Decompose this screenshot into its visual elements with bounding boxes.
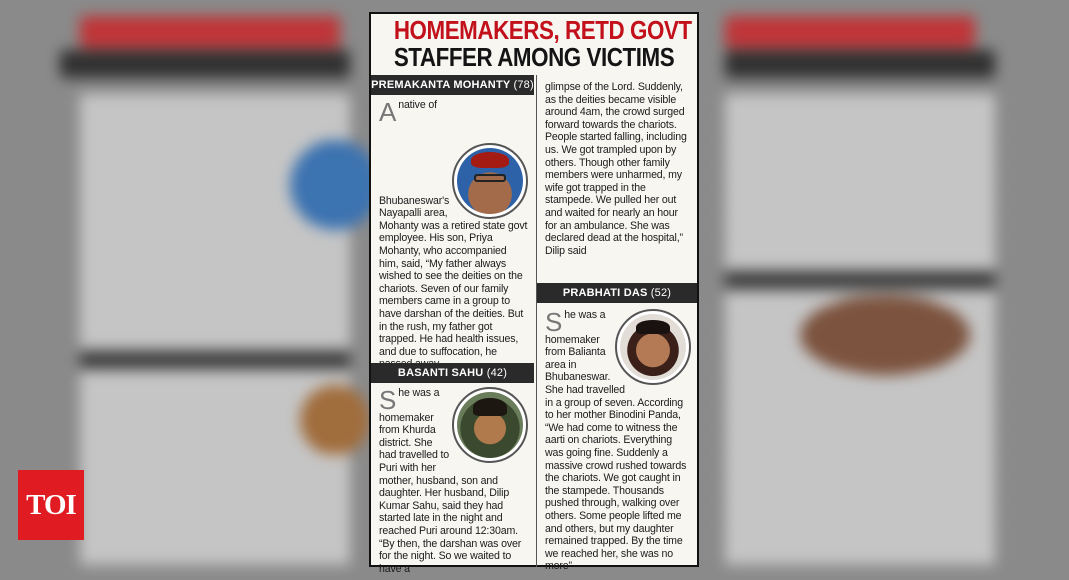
face-image xyxy=(620,314,686,380)
victim-name-bar xyxy=(537,283,697,303)
story-text: he was a homemaker from Balianta area in Bhubaneswar. She had travelled in a group of seven. According to her mother Binodini Panda, “We had come to witness the aarti on chariots. Everything was going fine. Suddenly a massive crowd rushed towards the chariots. We got caught in the stampede. Thousands pushed through, walking over others. Some people lifted me and others, but my daughter remained trapped. By the time we reached her, she was no more” xyxy=(545,309,687,573)
headline-line-2: STAFFER AMONG VICTIMS xyxy=(393,42,675,72)
victim-age: (42) xyxy=(486,367,508,379)
left-column xyxy=(371,75,534,575)
headline-line-1: HOMEMAKERS, RETD GOVT xyxy=(393,15,692,45)
victim-name-bar xyxy=(371,363,534,383)
victim-age: (78) xyxy=(513,79,534,91)
victim-story xyxy=(371,95,534,371)
victim-section-basanti xyxy=(371,363,534,575)
face-image xyxy=(457,392,523,458)
right-column xyxy=(536,75,697,573)
victim-name: PREMAKANTA MOHANTY xyxy=(371,79,511,91)
dropcap: A xyxy=(379,97,397,127)
article-columns xyxy=(371,75,697,575)
victim-name-bar xyxy=(371,75,534,95)
headline xyxy=(393,14,692,76)
dropcap: S xyxy=(545,307,563,337)
victim-name: BASANTI SAHU xyxy=(397,367,484,379)
article-card xyxy=(369,12,699,575)
toi-logo: TOI xyxy=(18,470,84,540)
story-text: native of Bhubaneswar's Nayapalli area, Mohanty was a retired state govt employee. His son, Priya Mohanty, who accompanied him, said, “My father always wished to see the deities on the chariots. Seven of our family members came in a group to have darshan of the deities. But in the rush, my father got trapped. He had health issues, and due to suffocation, he xyxy=(379,99,528,358)
victim-section-premakanta xyxy=(371,75,534,358)
dropcap: S xyxy=(379,385,397,415)
victim-story xyxy=(537,303,697,573)
victim-age: (52) xyxy=(650,287,672,299)
story-text: he was a homemaker from Khurda district. She had travelled to Puri with her mother, husband, son and daughter. Her husband, Dilip Kumar Sahu, said they had started late in the night and reached Puri around 12:30am. “By then, the darshan was over for the night. So we waited to have a xyxy=(379,387,522,575)
continued-story xyxy=(537,75,697,271)
continued-text: glimpse of the Lord. Suddenly, as the deities became visible around 4am, the crowd surged forward towards the chariots. People started falling, including us. We got trampled upon by others. Though other family members were unharmed, my wife got trapped in the stampede. We pulled her out and waited for nearly an hour for an ambulance. She was declared dead at the hospital,” Dilip said xyxy=(545,81,687,257)
portrait-photo xyxy=(452,143,528,219)
victim-name: PRABHATI DAS xyxy=(562,287,648,299)
portrait-photo xyxy=(615,309,691,385)
victim-story xyxy=(371,383,534,575)
face-image xyxy=(457,148,523,214)
victim-section-prabhati xyxy=(537,283,697,573)
portrait-photo xyxy=(452,387,528,463)
